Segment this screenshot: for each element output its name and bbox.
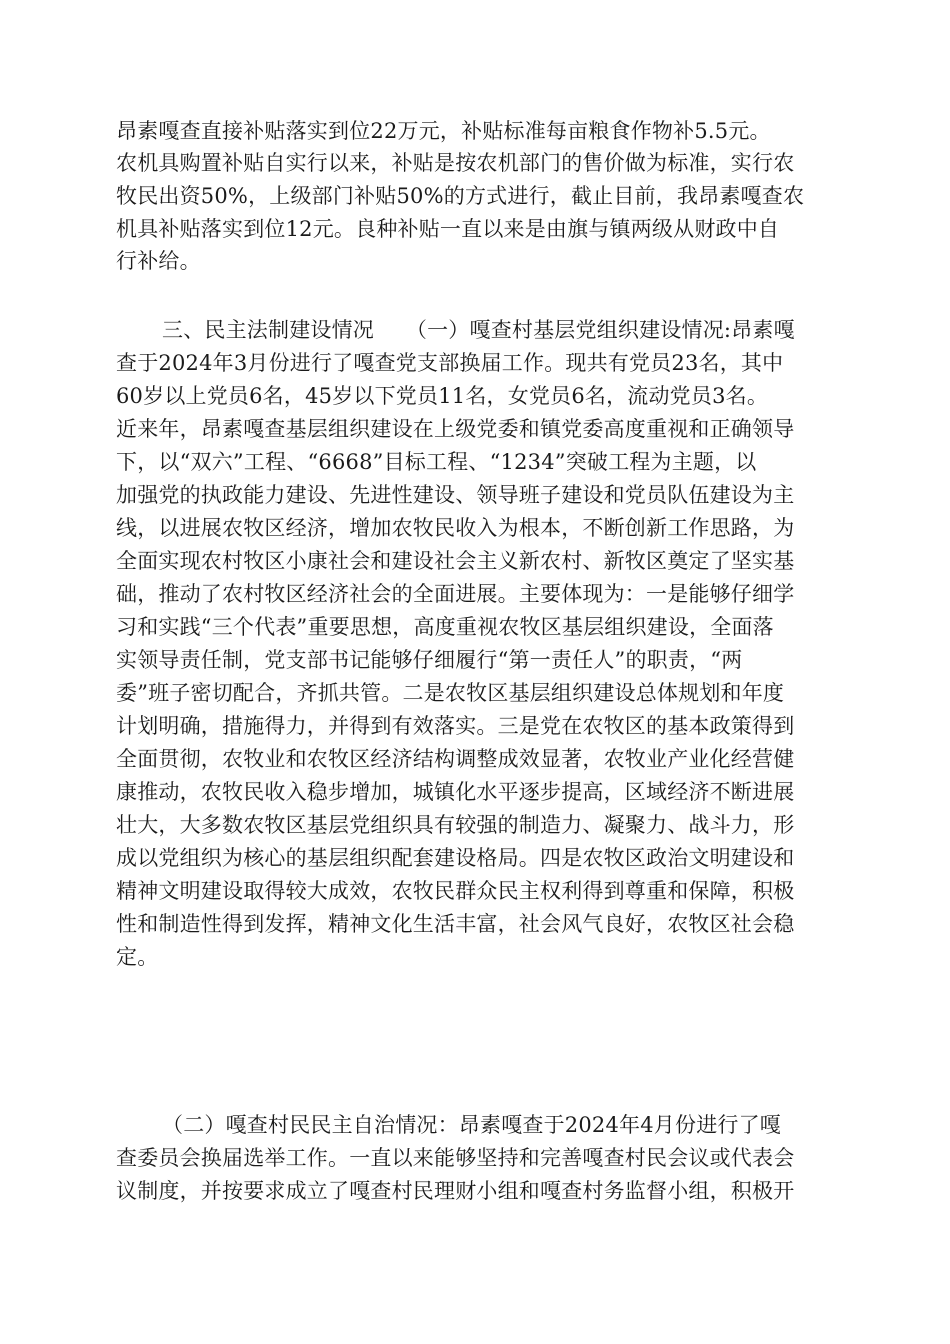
text-line: 全面贯彻，农牧业和农牧区经济结构调整成效显著，农牧业产业化经营健 xyxy=(116,747,795,771)
text-line: 础，推动了农村牧区经济社会的全面进展。主要体现为：一是能够仔细学 xyxy=(116,582,795,606)
text-line: 性和制造性得到发挥，精神文化生活丰富，社会风气良好，农牧区社会稳 xyxy=(116,912,795,936)
text-line: 行补给。 xyxy=(116,249,201,273)
text-line: 线，以进展农牧区经济，增加农牧民收入为根本，不断创新工作思路，为 xyxy=(116,516,795,540)
text-line: 实领导责任制，党支部书记能够仔细履行“第一责任人”的职责，“两 xyxy=(116,648,743,672)
section-heading-line: 三、民主法制建设情况 （一）嘎查村基层党组织建设情况:昂素嘎 xyxy=(162,318,795,342)
text-line: 壮大，大多数农牧区基层党组织具有较强的制造力、凝聚力、战斗力，形 xyxy=(116,813,795,837)
text-line xyxy=(0,1042,950,1072)
text-line: 成以党组织为核心的基层组织配套建设格局。四是农牧区政治文明建设和 xyxy=(116,846,795,870)
text-line xyxy=(0,1008,950,1038)
text-line: 习和实践“三个代表”重要思想，高度重视农牧区基层组织建设，全面落 xyxy=(116,615,774,639)
text-line: 昂素嘎查直接补贴落实到位22万元，补贴标准每亩粮食作物补5.5元。 xyxy=(116,119,771,143)
text-line: 委”班子密切配合，齐抓共管。二是农牧区基层组织建设总体规划和年度 xyxy=(116,681,785,705)
text-line: 机具补贴落实到位12元。良种补贴一直以来是由旗与镇两级从财政中自 xyxy=(116,217,780,241)
text-line: 康推动，农牧民收入稳步增加，城镇化水平逐步提高，区域经济不断进展 xyxy=(116,780,795,804)
text-line: 近来年，昂素嘎查基层组织建设在上级党委和镇党委高度重视和正确领导 xyxy=(116,417,795,441)
text-line: 加强党的执政能力建设、先进性建设、领导班子建设和党员队伍建设为主 xyxy=(116,483,795,507)
text-line: 计划明确，措施得力，并得到有效落实。三是党在农牧区的基本政策得到 xyxy=(116,714,795,738)
text-line: 查委员会换届选举工作。一直以来能够坚持和完善嘎查村民会议或代表会 xyxy=(116,1146,795,1170)
text-line: 议制度，并按要求成立了嘎查村民理财小组和嘎查村务监督小组，积极开 xyxy=(116,1179,795,1203)
text-line: 牧民出资50%，上级部门补贴50%的方式进行，截止目前，我昂素嘎查农 xyxy=(116,184,805,208)
text-line: 下，以“双六”工程、“6668”目标工程、“1234”突破工程为主题，以 xyxy=(116,450,757,474)
text-line: 全面实现农村牧区小康社会和建设社会主义新农村、新牧区奠定了坚实基 xyxy=(116,549,795,573)
text-line: 60岁以上党员6名，45岁以下党员11名，女党员6名，流动党员3名。 xyxy=(116,384,769,408)
text-line: 农机具购置补贴自实行以来，补贴是按农机部门的售价做为标准，实行农 xyxy=(116,151,795,175)
section-heading-line: （二）嘎查村民民主自治情况：昂素嘎查于2024年4月份进行了嘎 xyxy=(162,1113,782,1137)
text-line: 精神文明建设取得较大成效，农牧民群众民主权利得到尊重和保障，积极 xyxy=(116,879,795,903)
text-line xyxy=(0,975,950,1005)
text-line: 查于2024年3月份进行了嘎查党支部换届工作。现共有党员23名，其中 xyxy=(116,351,784,375)
text-line: 定。 xyxy=(116,945,159,969)
